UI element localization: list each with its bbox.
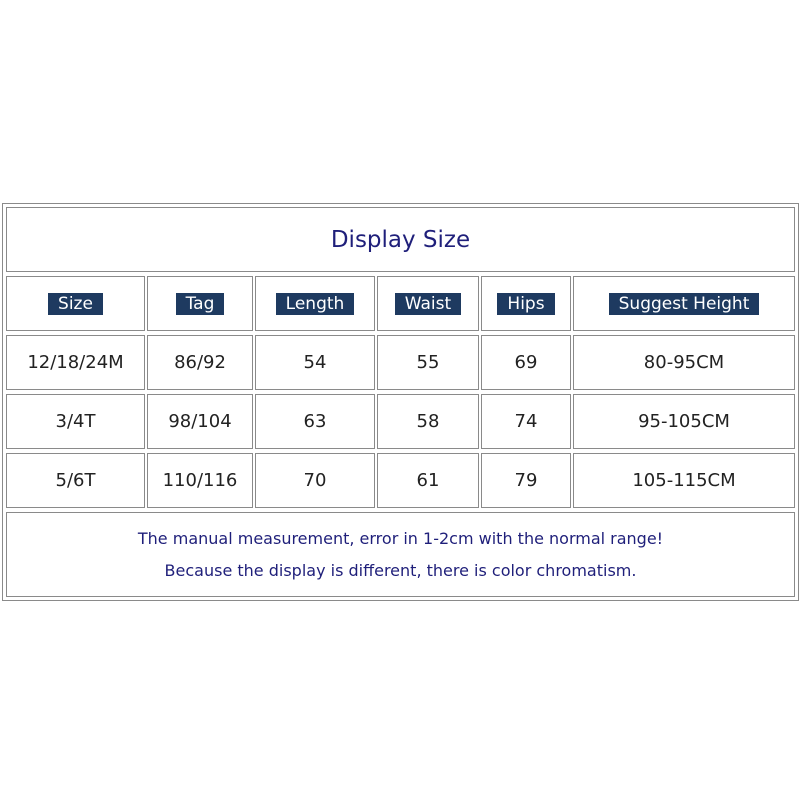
- table-cell-suggest-height: 80-95CM: [573, 335, 795, 390]
- note-color-chromatism: Because the display is different, there is color chromatism.: [164, 560, 637, 580]
- column-header-label: Length: [276, 293, 355, 315]
- note-measurement-error: The manual measurement, error in 1-2cm with the normal range!: [137, 528, 664, 548]
- table-cell-tag: 86/92: [147, 335, 253, 390]
- header-cell-tag: [147, 276, 253, 331]
- header-cell-length: [255, 276, 375, 331]
- table-cell-size: 3/4T: [6, 394, 145, 449]
- header-cell-waist: [377, 276, 479, 331]
- table-cell-length: 70: [255, 453, 375, 508]
- table-cell-size: 5/6T: [6, 453, 145, 508]
- table-cell-waist: 55: [377, 335, 479, 390]
- header-cell-size: [6, 276, 145, 331]
- table-cell-length: 63: [255, 394, 375, 449]
- column-header-label: Suggest Height: [609, 293, 760, 315]
- column-header-label: Waist: [395, 293, 461, 315]
- table-cell-length: 54: [255, 335, 375, 390]
- table-cell-size: 12/18/24M: [6, 335, 145, 390]
- column-header-label: Size: [48, 293, 103, 315]
- table-title: Display Size: [6, 207, 795, 272]
- table-cell-suggest-height: 105-115CM: [573, 453, 795, 508]
- measurement-notes: [6, 512, 795, 597]
- column-header-label: Tag: [176, 293, 225, 315]
- header-cell-hips: [481, 276, 571, 331]
- size-chart-table: [2, 203, 799, 601]
- column-header-label: Hips: [497, 293, 554, 315]
- table-cell-hips: 69: [481, 335, 571, 390]
- table-cell-suggest-height: 95-105CM: [573, 394, 795, 449]
- table-cell-tag: 110/116: [147, 453, 253, 508]
- table-cell-hips: 74: [481, 394, 571, 449]
- table-cell-waist: 61: [377, 453, 479, 508]
- table-cell-tag: 98/104: [147, 394, 253, 449]
- table-cell-hips: 79: [481, 453, 571, 508]
- table-cell-waist: 58: [377, 394, 479, 449]
- header-cell-suggest-height: [573, 276, 795, 331]
